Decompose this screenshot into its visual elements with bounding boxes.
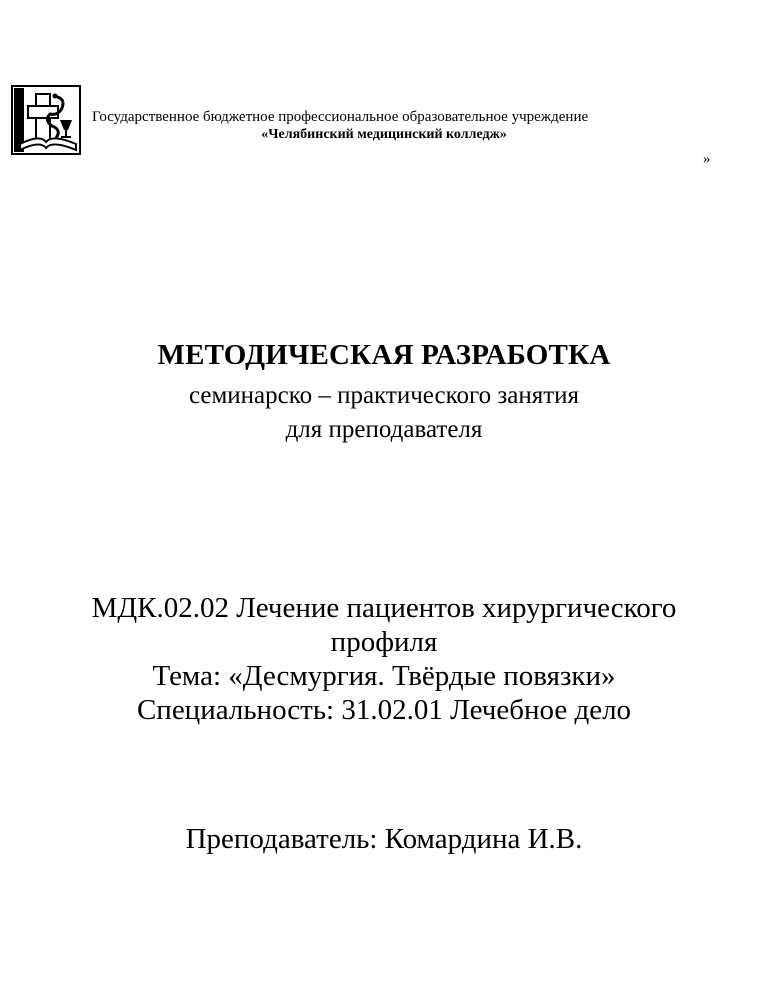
organization-name: «Челябинский медицинский колледж» bbox=[261, 127, 507, 142]
document-subtitle-line2: для преподавателя bbox=[285, 416, 483, 443]
college-emblem-icon bbox=[10, 84, 82, 156]
organization-type: Государственное бюджетное профессиональное образовательное учреждение bbox=[92, 109, 589, 125]
course-module-line1: МДК.02.02 Лечение пациентов хирургического bbox=[91, 592, 677, 624]
stray-quote-mark: » bbox=[703, 151, 711, 167]
lesson-topic: Тема: «Десмургия. Твёрдые повязки» bbox=[152, 660, 616, 692]
document-subtitle-line1: семинарско – практического занятия bbox=[188, 382, 580, 409]
specialty: Специальность: 31.02.01 Лечебное дело bbox=[136, 694, 632, 726]
teacher-name: Преподаватель: Комардина И.В. bbox=[185, 823, 583, 855]
course-module-line2: профиля bbox=[330, 626, 438, 658]
document-title: МЕТОДИЧЕСКАЯ РАЗРАБОТКА bbox=[157, 339, 611, 371]
